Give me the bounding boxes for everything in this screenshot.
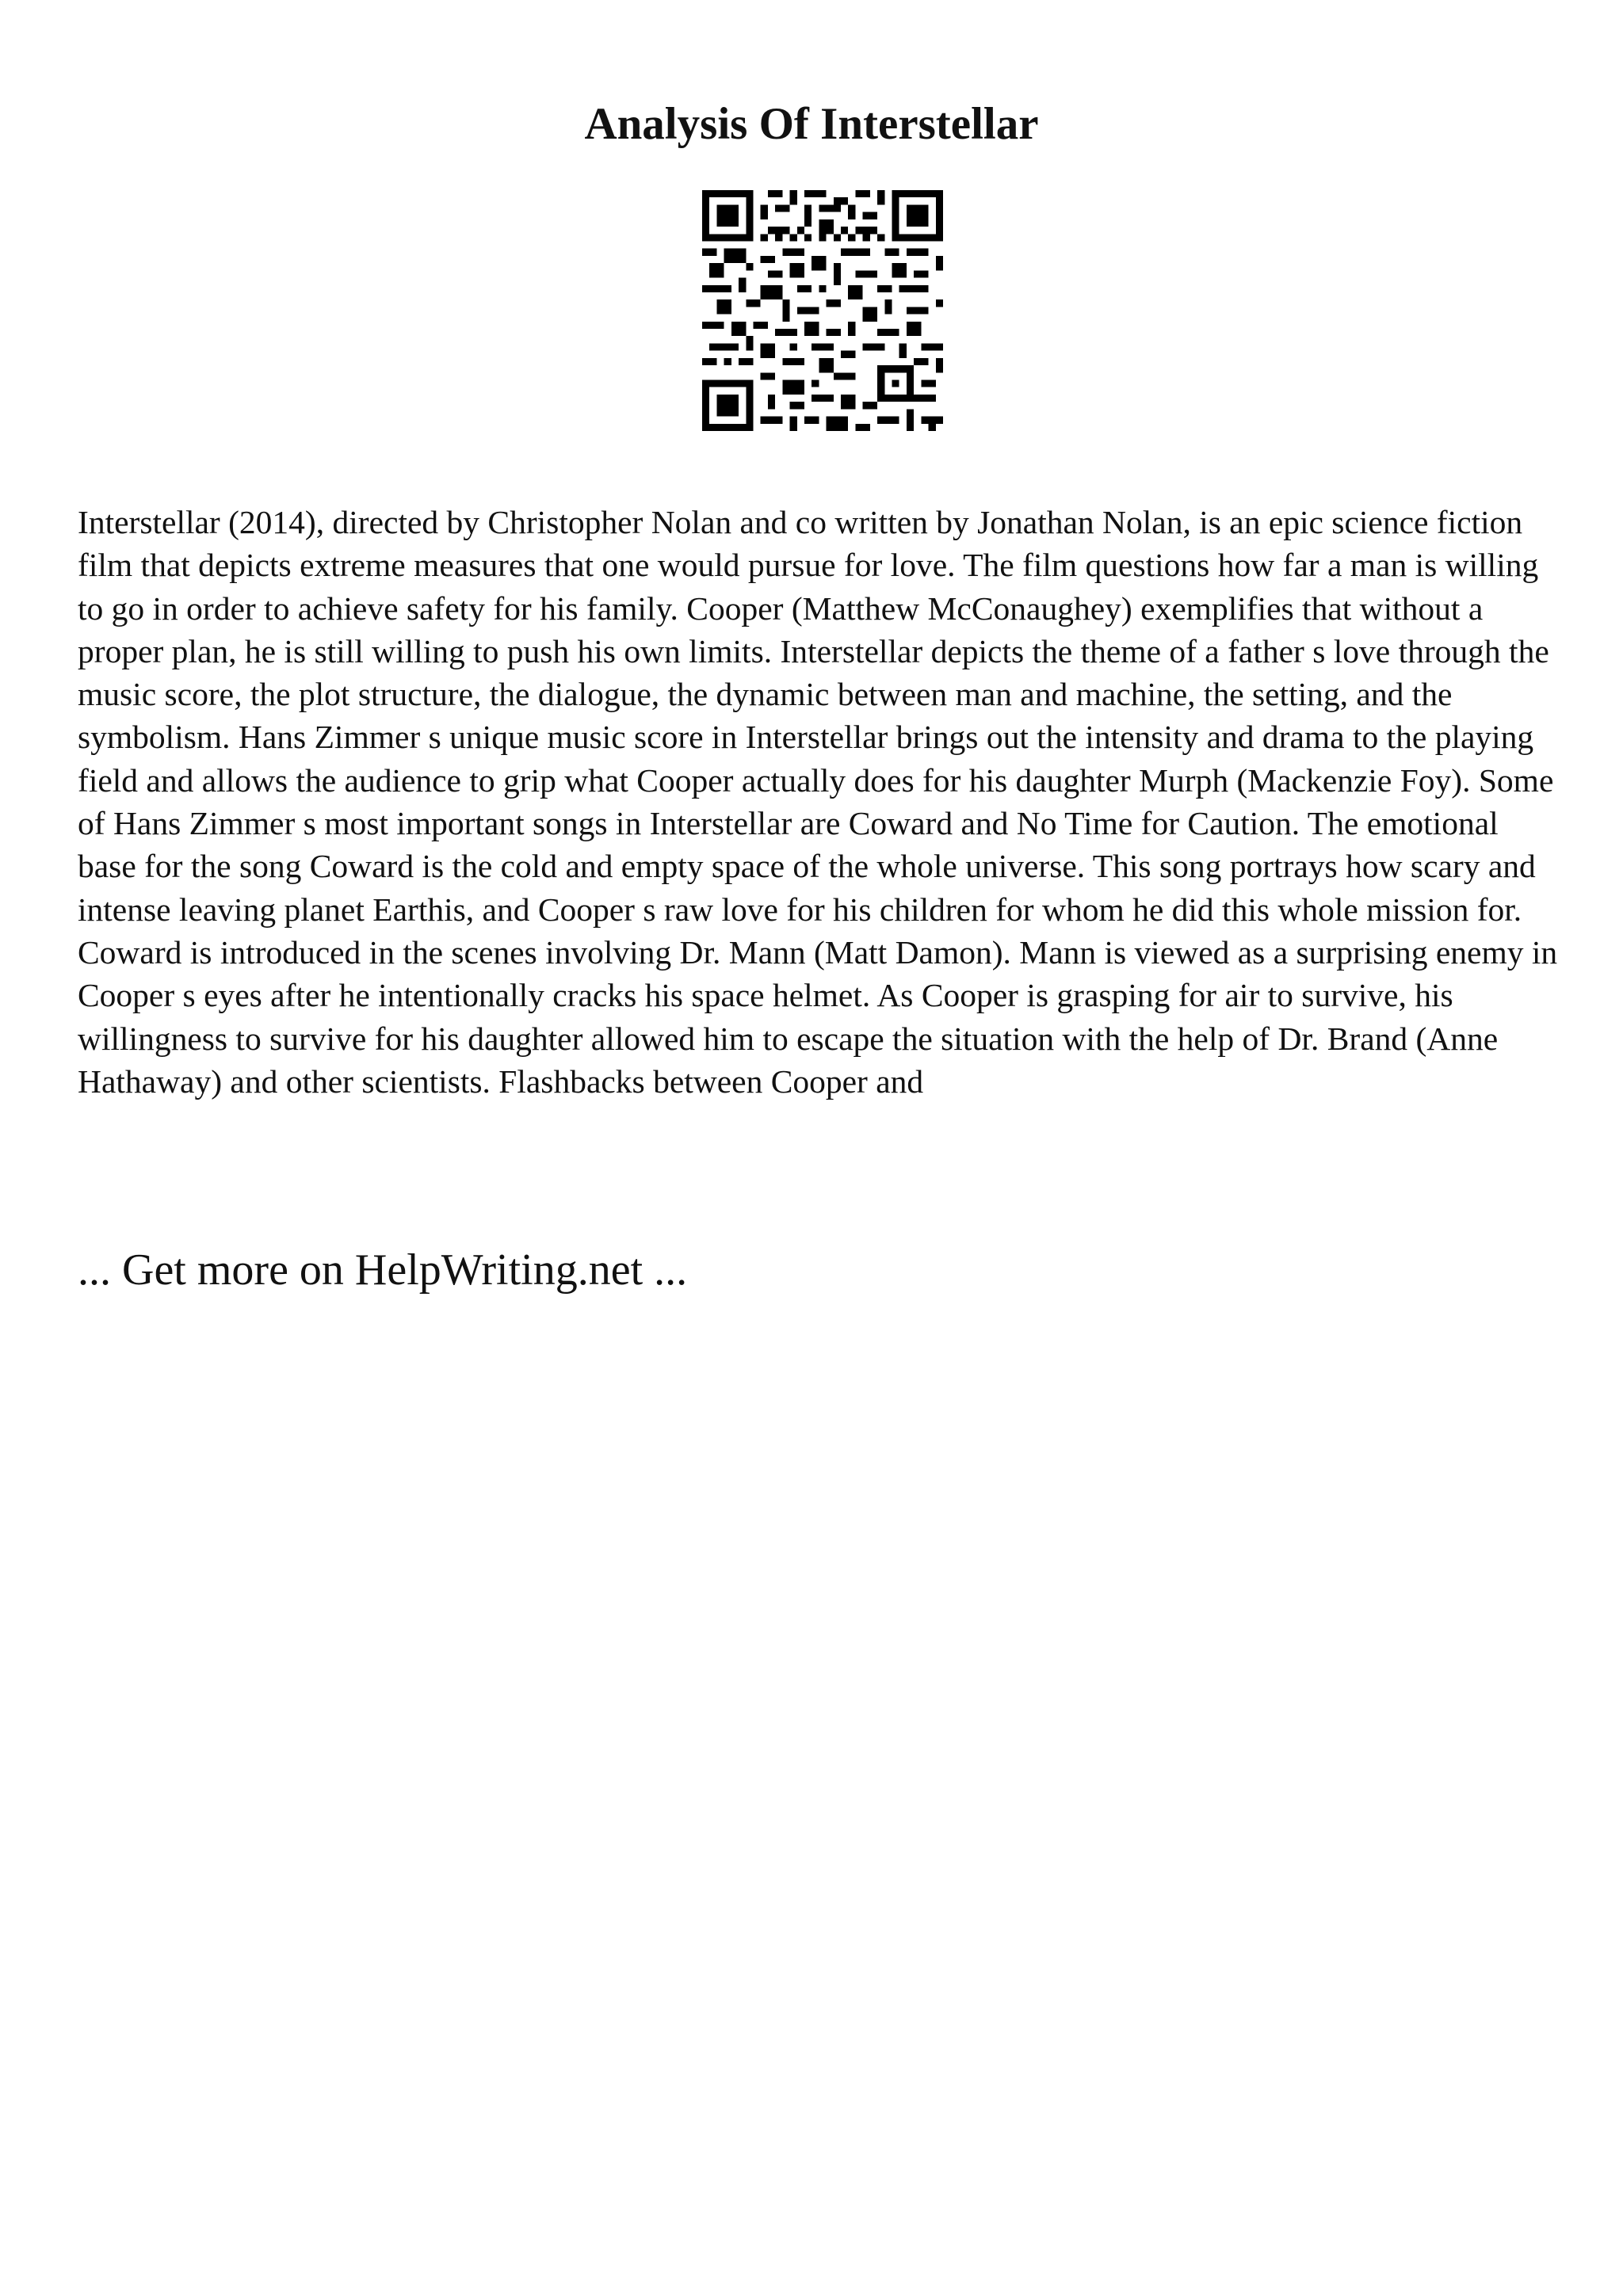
page-title: Analysis Of Interstellar (584, 99, 1039, 149)
qr-code-icon (702, 190, 943, 431)
article-body: Interstellar (2014), directed by Christopher Nolan and co written by Jonathan Nolan, is an epic science fiction film that depicts extreme measures that one would pursue for love. The film questions how far a man is willing to go in order to achieve safety for his family. Cooper (Matthew McConaughey) exemplifies that without a proper plan, he is still willing to push his own limits. Interstellar depicts the theme of a father s love through the music score, the plot structure, the dialogue, the dynamic between man and machine, the setting, and the symbolism. Hans Zimmer s unique music score in Interstellar brings out the intensity and drama to the playing field and allows the audience to grip what Cooper actually does for his daughter Murph (Mackenzie Foy). Some of Hans Zimmer s most important songs in Interstellar are Coward and No Time for Caution. The emotional base for the song Coward is the cold and empty space of the whole universe. This song portrays how scary and intense leaving planet Earthis, and Cooper s raw love for his children for whom he did this whole mission for. Coward is introduced in the scenes involving Dr. Mann (Matt Damon). Mann is viewed as a surprising enemy in Cooper s eyes after he intentionally cracks his space helmet. As Cooper is grasping for air to survive, his willingness to survive for his daughter allowed him to escape the situation with the help of Dr. Brand (Anne Hathaway) and other scientists. Flashbacks between Cooper and (78, 504, 1558, 1100)
get-more-link[interactable]: ... Get more on HelpWriting.net ... (78, 1245, 688, 1295)
